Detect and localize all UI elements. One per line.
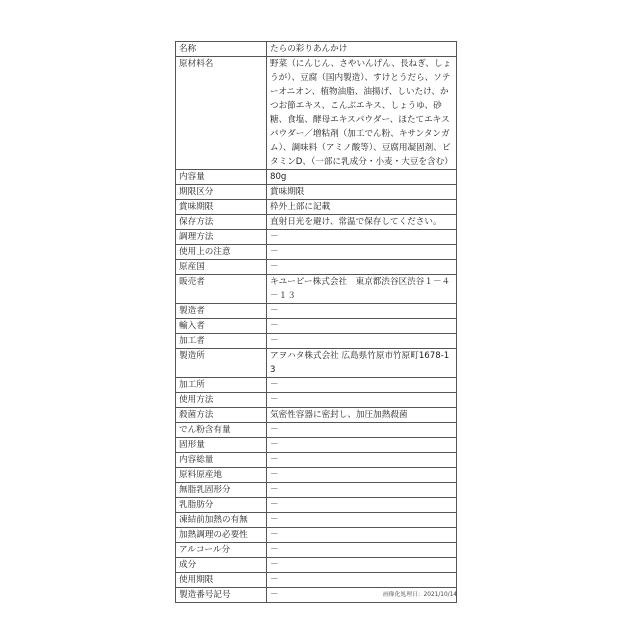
- table-row: [176, 349, 457, 378]
- row-value: －: [267, 319, 457, 334]
- row-value: －: [267, 588, 457, 603]
- row-label: 使用方法: [176, 393, 267, 408]
- table-row: [176, 42, 457, 57]
- row-label: 賞味期限: [176, 200, 267, 215]
- row-value: 気密性容器に密封し、加圧加熱殺菌: [267, 408, 457, 423]
- row-value: －: [267, 438, 457, 453]
- row-label: 成分: [176, 558, 267, 573]
- table-row: [176, 453, 457, 468]
- row-label: 原材料名: [176, 57, 267, 170]
- row-label: 加熱調理の必要性: [176, 528, 267, 543]
- product-info-rows: [176, 42, 457, 603]
- row-label: 乳脂肪分: [176, 498, 267, 513]
- row-label: 原産国: [176, 260, 267, 275]
- table-row: [176, 170, 457, 185]
- table-row: [176, 215, 457, 230]
- table-row: [176, 483, 457, 498]
- row-label: 殺菌方法: [176, 408, 267, 423]
- row-value: －: [267, 498, 457, 513]
- row-label: 調理方法: [176, 230, 267, 245]
- row-label: 凍結前加熱の有無: [176, 513, 267, 528]
- table-row: [176, 304, 457, 319]
- table-row: [176, 334, 457, 349]
- table-row: [176, 378, 457, 393]
- image-processing-date: 画像化処理日：2021/10/14: [383, 592, 457, 598]
- row-value: －: [267, 334, 457, 349]
- table-row: [176, 230, 457, 245]
- row-value: 80g: [267, 170, 457, 185]
- row-value: －: [267, 393, 457, 408]
- row-label: 販売者: [176, 275, 267, 304]
- row-value: －: [267, 483, 457, 498]
- row-value: －: [267, 230, 457, 245]
- table-row: [176, 528, 457, 543]
- table-row: [176, 393, 457, 408]
- row-value: キユーピー株式会社 東京都渋谷区渋谷１－４－１３: [267, 275, 457, 304]
- row-label: 使用期限: [176, 573, 267, 588]
- table-row: [176, 260, 457, 275]
- row-label: 製造者: [176, 304, 267, 319]
- row-label: 製造所: [176, 349, 267, 378]
- table-row: [176, 498, 457, 513]
- table-row: [176, 200, 457, 215]
- row-value: 賞味期限: [267, 185, 457, 200]
- row-value: 直射日光を避け、常温で保存してください。: [267, 215, 457, 230]
- row-label: 名称: [176, 42, 267, 57]
- product-info-table: [175, 41, 457, 603]
- table-row: [176, 245, 457, 260]
- table-row: [176, 423, 457, 438]
- row-value: －: [267, 528, 457, 543]
- table-row: [176, 57, 457, 170]
- table-row: [176, 543, 457, 558]
- row-label: 製造番号記号: [176, 588, 267, 603]
- row-label: 輸入者: [176, 319, 267, 334]
- row-value: －: [267, 304, 457, 319]
- row-value: －: [267, 543, 457, 558]
- table-row: [176, 558, 457, 573]
- row-label: 原料原産地: [176, 468, 267, 483]
- row-label: 期限区分: [176, 185, 267, 200]
- row-value: －: [267, 260, 457, 275]
- row-label: 内容総量: [176, 453, 267, 468]
- row-value: 野菜（にんじん、さやいんげん、長ねぎ、しょうが）、豆腐（国内製造）、すけとうだら、ソテーオニオン、植物油脂、油揚げ、しいたけ、かつお節エキス、こんぶエキス、しょうゆ、砂糖、食塩、酵母エキスパウダー、ほたてエキスパウダー／増粘剤（加工でん粉、キサンタンガム）、調味料（アミノ酸等）、豆腐用凝固剤、ビタミンD、（一部に乳成分・小麦・大豆を含む）: [267, 57, 457, 170]
- row-label: 保存方法: [176, 215, 267, 230]
- row-label: 固形量: [176, 438, 267, 453]
- row-value: －: [267, 513, 457, 528]
- row-value: －: [267, 468, 457, 483]
- row-value: －: [267, 378, 457, 393]
- row-value: －: [267, 423, 457, 438]
- row-value: 枠外上部に記載: [267, 200, 457, 215]
- row-value: たらの彩りあんかけ: [267, 42, 457, 57]
- row-label: 加工所: [176, 378, 267, 393]
- row-value: －: [267, 453, 457, 468]
- row-label: でん粉含有量: [176, 423, 267, 438]
- table-row: [176, 513, 457, 528]
- table-row: [176, 573, 457, 588]
- table-row: [176, 275, 457, 304]
- row-value: アヲハタ株式会社 広島県竹原市竹原町1678-13: [267, 349, 457, 378]
- row-value: －: [267, 558, 457, 573]
- table-row: [176, 408, 457, 423]
- row-label: 使用上の注意: [176, 245, 267, 260]
- row-label: 内容量: [176, 170, 267, 185]
- row-label: 加工者: [176, 334, 267, 349]
- product-label-sheet: [175, 41, 457, 603]
- row-value: －: [267, 245, 457, 260]
- table-row: [176, 185, 457, 200]
- table-row: [176, 319, 457, 334]
- row-label: アルコール分: [176, 543, 267, 558]
- row-label: 無脂乳固形分: [176, 483, 267, 498]
- table-row: [176, 468, 457, 483]
- row-value: －: [267, 573, 457, 588]
- table-row: [176, 438, 457, 453]
